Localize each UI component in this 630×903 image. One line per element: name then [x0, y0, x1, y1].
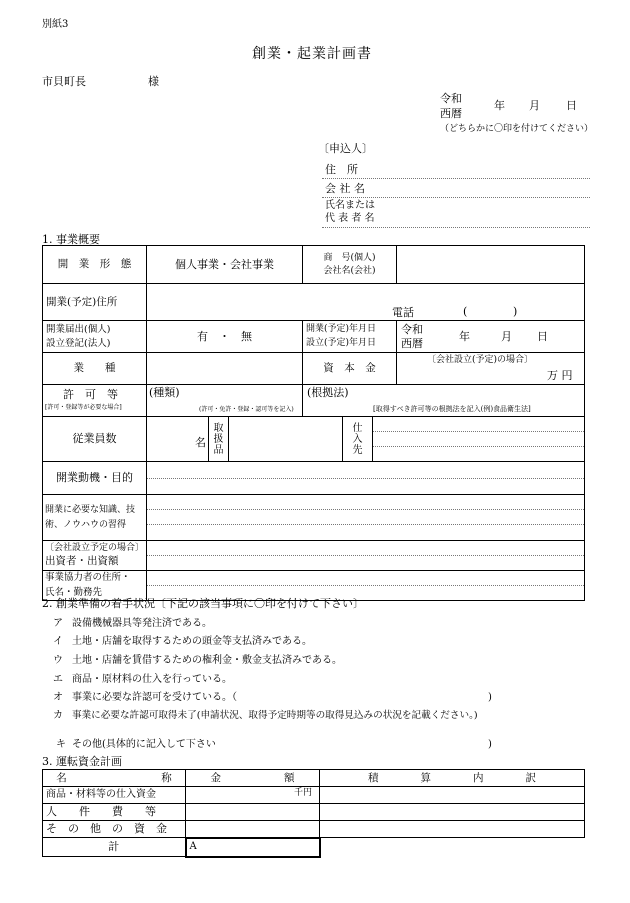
- capital-label: 資 本 金: [303, 353, 397, 385]
- trade-name-label: [303, 246, 397, 284]
- prep-item-a-key: ア: [53, 618, 63, 629]
- prep-item-f[interactable]: 事業に必要な許認可取得未了(申請状況、取得予定時期等の取得見込みの状況を記載ください。): [72, 710, 478, 721]
- motive-label: 開業動機・目的: [43, 462, 147, 495]
- date-year: 年: [494, 99, 505, 112]
- trade-name-line: 商 号(個人): [323, 253, 376, 264]
- knowledge-field[interactable]: [147, 495, 585, 541]
- employees-label: 従業員数: [43, 417, 147, 462]
- capital-unit: 万 円: [547, 369, 573, 382]
- employees-field[interactable]: [147, 417, 209, 462]
- license-kind-note: (許可・免許・登録・認可等を記入): [199, 406, 294, 413]
- prep-item-e-close: ): [488, 692, 492, 703]
- filing-line1: 開業届出(個人): [46, 324, 111, 336]
- filing-line2: 設立登記(法人): [46, 337, 111, 349]
- investor-line2: 出資者・出資額: [45, 555, 119, 568]
- open-date-era1: 令和: [401, 323, 424, 336]
- partner-label: [43, 571, 147, 601]
- employees-unit: 名: [195, 436, 206, 449]
- prep-item-b-key: イ: [53, 636, 63, 647]
- prep-item-f-key: カ: [53, 710, 63, 721]
- open-date-month: 月: [501, 330, 513, 343]
- capital-field[interactable]: [397, 353, 585, 385]
- date-day: 日: [566, 99, 577, 112]
- prep-item-d-key: エ: [53, 674, 63, 685]
- biz-form-value[interactable]: 個人事業・会社事業: [147, 246, 303, 284]
- form-number: 別紙3: [42, 19, 69, 30]
- open-date-year: 年: [459, 330, 471, 343]
- suppliers-label: [343, 417, 373, 462]
- filing-label: [43, 321, 147, 353]
- row-other-detail[interactable]: [320, 821, 585, 838]
- row-personnel-detail[interactable]: [320, 804, 585, 821]
- col-amount-header: 金 額: [186, 770, 320, 787]
- knowledge-line2: 術、ノウハウの習得: [45, 519, 127, 530]
- col-detail-header: 積 算 内 訳: [320, 770, 585, 787]
- partner-field[interactable]: [147, 571, 585, 601]
- company-name-line: 会社名(会社): [323, 265, 376, 276]
- investor-label: [43, 541, 147, 571]
- license-title: 許 可 等: [63, 388, 118, 401]
- open-date-label: [303, 321, 397, 353]
- industry-field[interactable]: [147, 353, 303, 385]
- applicant-address-label: 住 所: [325, 163, 358, 176]
- row-other-label: そ の 他 の 資 金: [43, 821, 186, 838]
- prep-item-d[interactable]: 商品・原材料の仕入を行っている。: [72, 674, 232, 685]
- row-purchase-detail[interactable]: [320, 787, 585, 804]
- applicant-company-label: 会 社 名: [325, 182, 365, 195]
- row-total-blank: [320, 838, 585, 857]
- open-date-line1: 開業(予定)年月日: [306, 324, 377, 334]
- prep-item-c[interactable]: 土地・店舗を賃借するための権利金・敷金支払済みである。: [72, 655, 342, 666]
- motive-field[interactable]: [147, 462, 585, 495]
- open-date-era2: 西暦: [401, 337, 424, 350]
- date-month: 月: [529, 99, 540, 112]
- products-label: [209, 417, 229, 462]
- date-note: （どちらかに〇印を付けてください）: [440, 124, 594, 134]
- date-era-reiwa: 令和: [440, 92, 462, 105]
- prep-item-g-key: キ: [56, 739, 66, 750]
- applicant-heading: 〔申込人〕: [318, 142, 373, 155]
- phone-label: 電話: [392, 306, 414, 319]
- prep-item-g[interactable]: その他(具体的に記入して下さい: [72, 739, 216, 750]
- suppliers-char3: 先: [352, 444, 363, 456]
- industry-label: 業 種: [43, 353, 147, 385]
- suppliers-char1: 仕: [352, 422, 363, 434]
- license-basis-field[interactable]: [303, 385, 585, 417]
- row-other-amount[interactable]: [186, 821, 320, 838]
- products-char2: 扱: [213, 433, 224, 445]
- license-basis-note: [取得すべき許可等の根拠法を記入(例)食品衛生法]: [373, 405, 531, 413]
- address-field[interactable]: [147, 284, 585, 321]
- license-kind-field[interactable]: [147, 385, 303, 417]
- open-date-line2: 設立(予定)年月日: [306, 337, 377, 348]
- prep-item-g-close: ): [488, 739, 492, 750]
- knowledge-line1: 開業に必要な知識、技: [45, 505, 136, 516]
- products-char1: 取: [213, 422, 224, 434]
- applicant-name-label2: 代 表 者 名: [325, 213, 375, 224]
- filing-value[interactable]: 有 ・ 無: [147, 321, 303, 353]
- section2-heading: 2. 創業準備の着手状況〔下記の該当事項に〇印を付けて下さい〕: [42, 597, 364, 610]
- row-total-amount[interactable]: A: [186, 838, 320, 857]
- capital-note: 〔会社設立(予定)の場合〕: [427, 355, 534, 365]
- suppliers-field[interactable]: [373, 417, 585, 462]
- prep-item-b[interactable]: 土地・店舗を取得するための頭金等支払済みである。: [72, 636, 312, 647]
- page-title: 創業・起業計画書: [252, 46, 372, 62]
- row-total-label: 計: [43, 838, 186, 857]
- prep-item-c-key: ウ: [53, 655, 63, 666]
- knowledge-label: [43, 495, 147, 541]
- products-field[interactable]: [229, 417, 343, 462]
- addressee-name: 市貝町長: [42, 75, 86, 88]
- prep-item-e[interactable]: 事業に必要な許認可を受けている。（: [72, 692, 237, 703]
- products-char3: 品: [213, 444, 224, 456]
- address-label: 開業(予定)住所: [43, 284, 147, 321]
- license-label: [43, 385, 147, 417]
- row-purchase-amount[interactable]: [186, 787, 320, 804]
- open-date-day: 日: [537, 330, 549, 343]
- row-personnel-label: 人 件 費 等: [43, 804, 186, 821]
- row-personnel-amount[interactable]: [186, 804, 320, 821]
- open-date-field[interactable]: [397, 321, 585, 353]
- business-overview-table: [42, 245, 585, 601]
- working-capital-table: [42, 769, 585, 858]
- section1-heading: 1. 事業概要: [42, 233, 100, 246]
- phone-paren-close: ): [513, 305, 518, 318]
- col-name-header: 名 称: [43, 770, 186, 787]
- phone-paren-open: (: [463, 305, 468, 318]
- prep-item-a[interactable]: 設備機械器具等発注済である。: [72, 618, 212, 629]
- partner-line2: 氏名・勤務先: [45, 586, 103, 598]
- investor-line1: 〔会社設立予定の場合〕: [45, 542, 145, 553]
- section3-heading: 3. 運転資金計画: [42, 755, 122, 768]
- license-basis-label: (根拠法): [307, 386, 349, 399]
- license-kind-label: (種類): [149, 386, 180, 399]
- amount-unit: 千円: [294, 788, 313, 798]
- partner-line1: 事業協力者の住所・: [45, 572, 131, 584]
- date-era-seireki: 西暦: [440, 107, 462, 120]
- row-purchase-label: 商品・材料等の仕入資金: [43, 787, 186, 804]
- investor-field[interactable]: [147, 541, 585, 571]
- addressee-honorific: 様: [148, 75, 159, 88]
- biz-form-label: 開 業 形 態: [43, 246, 147, 284]
- suppliers-char2: 入: [352, 433, 363, 445]
- prep-item-e-key: オ: [53, 692, 63, 703]
- license-note: [許可・登録等が必要な場合]: [45, 404, 122, 411]
- applicant-name-label1: 氏名または: [325, 200, 375, 211]
- trade-name-field[interactable]: [397, 246, 585, 284]
